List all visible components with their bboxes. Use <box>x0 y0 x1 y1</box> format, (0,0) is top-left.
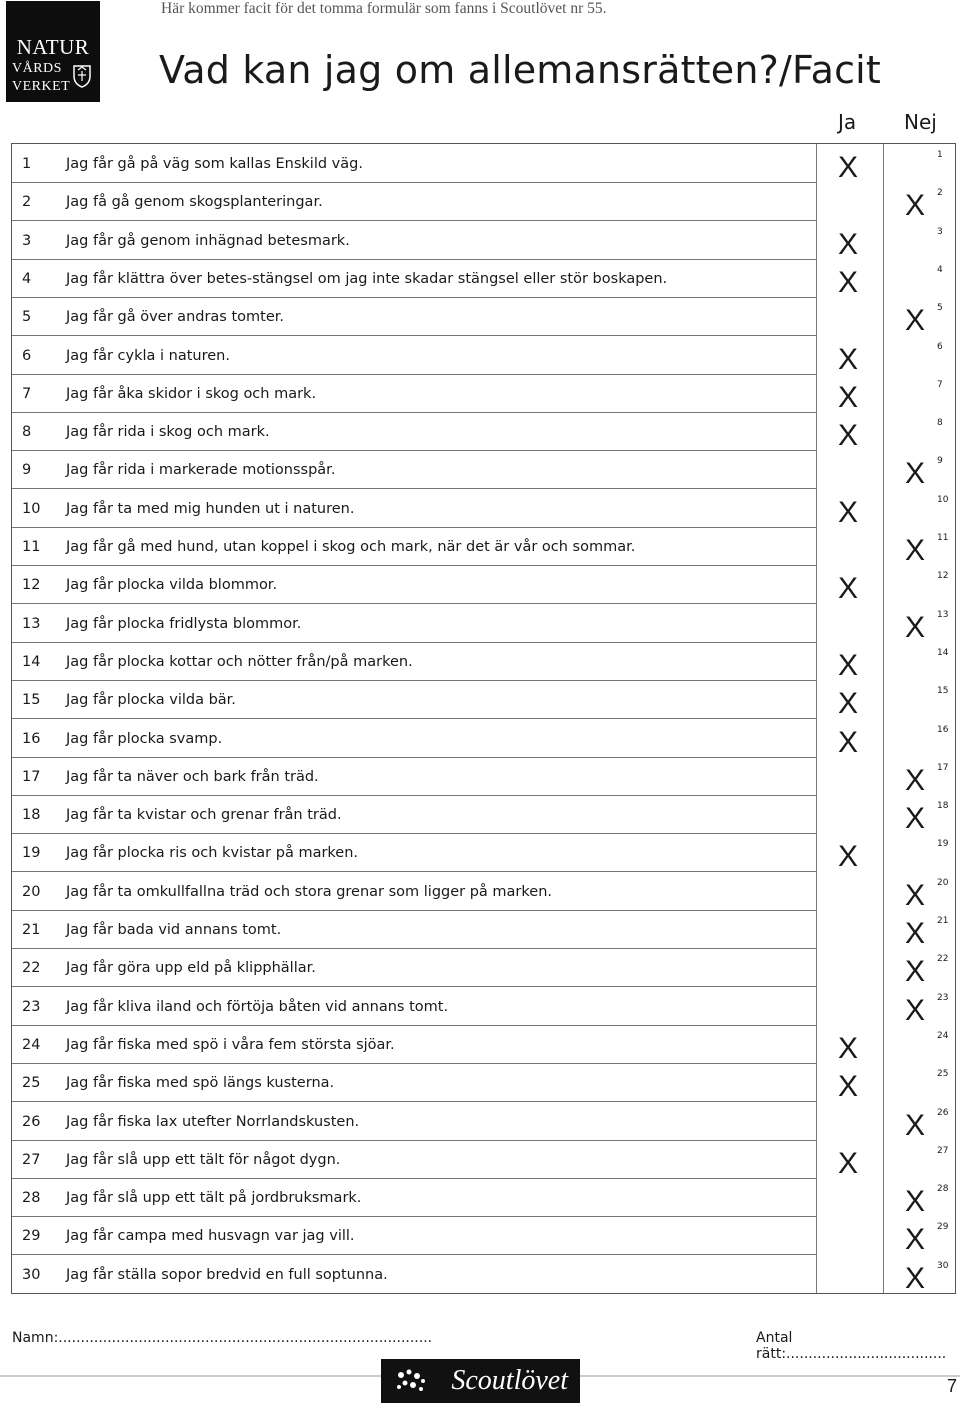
question-text: Jag får slå upp ett tält för något dygn. <box>66 1151 341 1168</box>
question-number: 3 <box>22 232 32 249</box>
side-number: 26 <box>937 1107 949 1118</box>
question-row <box>12 757 955 795</box>
answer-mark-yes[interactable]: X <box>838 1031 859 1065</box>
question-number: 2 <box>22 194 32 211</box>
answer-mark-yes[interactable]: X <box>838 648 859 682</box>
answer-mark-yes[interactable]: X <box>838 1146 859 1180</box>
answer-mark-no[interactable]: X <box>905 917 926 950</box>
logo-line-2: VÅRDS <box>12 61 62 76</box>
question-row <box>12 719 955 757</box>
side-number: 27 <box>937 1145 949 1156</box>
question-text: Jag får kliva iland och förtöja båten vid annans tomt. <box>66 998 449 1015</box>
question-row <box>12 872 955 910</box>
question-row <box>12 1063 955 1104</box>
answer-mark-yes[interactable]: X <box>838 419 859 453</box>
question-row <box>12 1216 955 1257</box>
question-row <box>12 1025 955 1063</box>
answer-mark-yes[interactable]: X <box>838 687 859 721</box>
question-row <box>12 450 955 491</box>
question-text: Jag får campa med husvagn var jag vill. <box>66 1228 355 1245</box>
question-text: Jag får bada vid annans tomt. <box>66 922 282 938</box>
side-number: 21 <box>937 916 949 926</box>
question-text: Jag får ta omkullfallna träd och stora grenar som ligger på marken. <box>66 883 552 900</box>
question-text: Jag får rida i markerade motionsspår. <box>66 462 336 479</box>
column-header-yes: Ja <box>838 110 857 134</box>
question-row <box>12 795 955 836</box>
answer-mark-no[interactable]: X <box>905 304 926 338</box>
question-number: 29 <box>22 1228 41 1245</box>
answer-mark-no[interactable]: X <box>905 1185 926 1219</box>
side-number: 19 <box>937 839 949 850</box>
question-number: 20 <box>22 883 41 900</box>
column-header-no: Nej <box>904 110 937 134</box>
question-number: 17 <box>22 768 41 785</box>
side-number: 16 <box>937 724 949 735</box>
question-text: Jag får gå genom inhägnad betesmark. <box>66 232 350 249</box>
page-number: 7 <box>947 1376 958 1396</box>
side-number: 3 <box>937 226 943 237</box>
question-text: Jag får plocka kottar och nötter från/på marken. <box>66 653 413 670</box>
flower-icon <box>391 1365 435 1397</box>
answer-mark-no[interactable]: X <box>905 1261 926 1295</box>
question-number: 26 <box>22 1113 41 1130</box>
question-table <box>11 143 956 1294</box>
question-number: 15 <box>22 692 41 709</box>
question-row <box>12 948 955 989</box>
question-row <box>12 1255 955 1293</box>
question-row <box>12 412 955 453</box>
answer-mark-yes[interactable]: X <box>838 342 859 376</box>
question-number: 7 <box>22 385 32 402</box>
question-text: Jag får göra upp eld på klipphällar. <box>66 960 316 977</box>
side-number: 10 <box>937 494 949 505</box>
side-number: 9 <box>937 456 943 467</box>
question-number: 9 <box>22 462 32 479</box>
answer-mark-no[interactable]: X <box>905 189 926 223</box>
question-text: Jag får klättra över betes-stängsel om jag inte skadar stängsel eller stör boskapen. <box>66 270 668 287</box>
question-text: Jag får gå med hund, utan koppel i skog och mark, när det är vår och sommar. <box>66 539 636 555</box>
answer-mark-yes[interactable]: X <box>838 151 859 184</box>
question-number: 11 <box>22 539 41 555</box>
question-row <box>12 604 955 642</box>
answer-mark-yes[interactable]: X <box>838 840 859 874</box>
answer-mark-yes[interactable]: X <box>838 265 859 299</box>
side-number: 25 <box>937 1069 949 1080</box>
side-number: 13 <box>937 609 949 620</box>
naturvardsverket-logo <box>6 1 100 102</box>
question-text: Jag får plocka vilda blommor. <box>66 577 278 594</box>
question-number: 10 <box>22 500 41 517</box>
question-number: 24 <box>22 1036 41 1053</box>
question-row <box>12 182 955 223</box>
score-field[interactable]: Antal rätt:.................................... <box>756 1330 947 1362</box>
question-number: 22 <box>22 960 41 977</box>
answer-mark-yes[interactable]: X <box>838 227 859 261</box>
side-number: 24 <box>937 1030 949 1041</box>
question-text: Jag får fiska lax utefter Norrlandskusten. <box>66 1113 360 1130</box>
question-row <box>12 642 955 680</box>
question-number: 27 <box>22 1151 41 1168</box>
name-field[interactable]: Namn:.................................................................................... <box>12 1330 433 1346</box>
question-number: 14 <box>22 653 41 670</box>
answer-mark-no[interactable]: X <box>905 955 926 989</box>
side-number: 4 <box>937 264 943 275</box>
side-number: 8 <box>937 418 943 429</box>
crest-icon <box>72 62 92 88</box>
side-number: 30 <box>937 1260 949 1271</box>
side-number: 2 <box>937 188 943 199</box>
side-number: 12 <box>937 571 949 582</box>
logo-line-1: NATUR <box>16 35 90 59</box>
question-text: Jag får gå på väg som kallas Enskild väg. <box>66 156 363 172</box>
question-number: 1 <box>22 156 32 172</box>
question-number: 21 <box>22 922 41 938</box>
question-text: Jag får plocka vilda bär. <box>66 692 236 709</box>
question-number: 16 <box>22 730 41 747</box>
side-number: 18 <box>937 801 949 812</box>
side-number: 6 <box>937 341 943 352</box>
question-row <box>12 144 955 182</box>
question-text: Jag får fiska med spö i våra fem största sjöar. <box>66 1036 395 1053</box>
question-text: Jag får fiska med spö längs kusterna. <box>66 1075 335 1092</box>
question-text: Jag får ställa sopor bredvid en full soptunna. <box>66 1266 388 1283</box>
question-row <box>12 527 955 565</box>
question-row <box>12 336 955 374</box>
side-number: 28 <box>937 1184 949 1195</box>
side-number: 20 <box>937 877 949 888</box>
question-row <box>12 987 955 1025</box>
answer-mark-no[interactable]: X <box>905 610 926 644</box>
question-text: Jag får plocka svamp. <box>66 730 223 747</box>
side-number: 7 <box>937 379 943 390</box>
question-text: Jag får gå över andras tomter. <box>66 309 284 326</box>
side-number: 1 <box>937 150 943 160</box>
question-text: Jag får åka skidor i skog och mark. <box>66 385 317 402</box>
logo-line-3: VERKET <box>12 79 71 94</box>
question-row <box>12 833 955 874</box>
side-number: 22 <box>937 954 949 965</box>
intro-note: Här kommer facit för det tomma formulär som fanns i Scoutlövet nr 55. <box>161 0 607 17</box>
question-row <box>12 259 955 297</box>
question-number: 19 <box>22 845 41 862</box>
answer-mark-yes[interactable]: X <box>838 495 859 529</box>
side-number: 5 <box>937 303 943 314</box>
side-number: 15 <box>937 686 949 697</box>
answer-mark-no[interactable]: X <box>905 763 926 797</box>
question-text: Jag får slå upp ett tält på jordbruksmark. <box>66 1190 362 1207</box>
question-row <box>12 1102 955 1140</box>
question-row <box>12 221 955 259</box>
side-number: 14 <box>937 647 949 658</box>
answer-mark-no[interactable]: X <box>905 802 926 836</box>
question-text: Jag får plocka ris och kvistar på marken. <box>66 845 359 862</box>
answer-mark-no[interactable]: X <box>905 993 926 1027</box>
question-number: 12 <box>22 577 41 594</box>
side-number: 17 <box>937 762 949 773</box>
scoutlovet-logo <box>381 1359 580 1403</box>
question-number: 5 <box>22 309 32 326</box>
question-number: 28 <box>22 1190 41 1207</box>
question-text: Jag får ta kvistar och grenar från träd. <box>66 807 342 824</box>
question-number: 8 <box>22 424 32 441</box>
question-number: 13 <box>22 615 41 632</box>
question-text: Jag får cykla i naturen. <box>66 347 230 364</box>
side-number: 11 <box>937 533 949 543</box>
answer-mark-no[interactable]: X <box>905 878 926 912</box>
question-text: Jag får ta med mig hunden ut i naturen. <box>66 500 355 517</box>
question-number: 23 <box>22 998 41 1015</box>
question-row <box>12 565 955 606</box>
answer-mark-no[interactable]: X <box>905 1223 926 1257</box>
question-number: 18 <box>22 807 41 824</box>
answer-mark-no[interactable]: X <box>905 457 926 491</box>
question-row <box>12 297 955 338</box>
question-text: Jag får plocka fridlysta blommor. <box>66 615 302 632</box>
question-row <box>12 1140 955 1178</box>
page-title: Vad kan jag om allemansrätten?/Facit <box>159 48 882 92</box>
question-number: 25 <box>22 1075 41 1092</box>
side-number: 29 <box>937 1222 949 1233</box>
answer-mark-yes[interactable]: X <box>838 572 859 606</box>
answer-mark-yes[interactable]: X <box>838 1070 859 1104</box>
question-row <box>12 1178 955 1219</box>
question-text: Jag få gå genom skogsplanteringar. <box>66 194 323 211</box>
answer-mark-yes[interactable]: X <box>838 380 859 414</box>
answer-mark-no[interactable]: X <box>905 1108 926 1142</box>
question-text: Jag får ta näver och bark från träd. <box>66 768 319 785</box>
question-text: Jag får rida i skog och mark. <box>66 424 270 441</box>
question-number: 6 <box>22 347 32 364</box>
answer-mark-yes[interactable]: X <box>838 725 859 759</box>
brand-text: Scoutlövet <box>451 1365 568 1396</box>
question-row <box>12 489 955 527</box>
side-number: 23 <box>937 992 949 1003</box>
question-row <box>12 910 955 948</box>
question-number: 4 <box>22 270 32 287</box>
question-row <box>12 374 955 412</box>
answer-mark-no[interactable]: X <box>905 534 926 567</box>
question-row <box>12 680 955 721</box>
question-number: 30 <box>22 1266 41 1283</box>
